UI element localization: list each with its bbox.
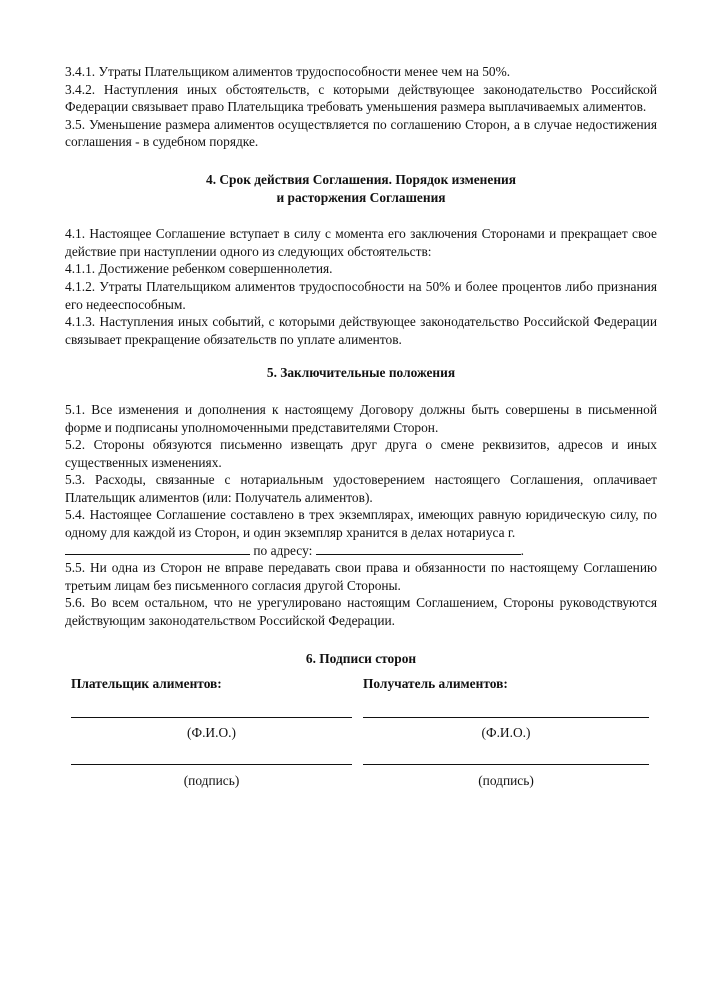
section-4-heading (65, 171, 657, 206)
document-page (65, 63, 657, 788)
recipient-signature-caption: (подпись) (478, 773, 534, 788)
paragraph-3-4-2: 3.4.2. Наступления иных обстоятельств, с которыми действующее законодательство Российской Федерации связывает право Плательщика требовать уменьшения размера выплачиваемых алиментов. (65, 81, 657, 115)
paragraph-5-1: 5.1. Все изменения и дополнения к настоящему Договору должны быть совершены в письменной форме и подписаны уполномоченными представителями Сторон. (65, 401, 657, 435)
section-4-title-line1: 4. Срок действия Соглашения. Порядок изменения (206, 171, 516, 187)
paragraph-5-4 (65, 506, 657, 559)
paragraph-4-1-3: 4.1.3. Наступления иных событий, с которыми действующее законодательство Российской Федерации связывает прекращение обязательств по уплате алиментов. (65, 314, 657, 347)
paragraph-5-3: 5.3. Расходы, связанные с нотариальным удостоверением настоящего Соглашения, оплачивает Плательщик алиментов (или: Получатель алиментов). (65, 472, 657, 505)
recipient-fio-caption: (Ф.И.О.) (481, 725, 531, 740)
payer-fio-caption: (Ф.И.О.) (187, 725, 236, 740)
recipient-signature-line[interactable] (363, 764, 649, 765)
paragraph-5-4-end: . (520, 542, 525, 558)
paragraph-5-5: 5.5. Ни одна из Сторон не вправе передавать свои права и обязанности по настоящему Соглашению третьим лицам без письменного согласия другой Стороны. (65, 560, 657, 593)
paragraph-3-4-1: 3.4.1. Утраты Плательщиком алиментов трудоспособности менее чем на 50%. (65, 64, 511, 79)
paragraph-5-6: 5.6. Во всем остальном, что не урегулировано настоящим Соглашением, Стороны руководствуются действующим законодательством Российской Федерации. (65, 595, 657, 629)
notary-address-blank[interactable] (316, 542, 521, 555)
recipient-label: Получатель алиментов: (363, 676, 508, 691)
paragraph-5-2: 5.2. Стороны обязуются письменно извещать друг друга о смене реквизитов, адресов и иных существенных изменениях. (65, 437, 657, 470)
payer-label: Плательщик алиментов: (71, 676, 222, 691)
paragraph-5-4-text: 5.4. Настоящее Соглашение составлено в трех экземплярах, имеющих равную юридическую силу, по одному для каждой из Сторон, и один экземпляр хранится в делах нотариуса г. (65, 507, 657, 541)
section-4-title-line2: и расторжения Соглашения (276, 189, 446, 205)
paragraph-3-5: 3.5. Уменьшение размера алиментов осуществляется по соглашению Сторон, а в случае недостижения соглашения - в судебном порядке. (65, 116, 657, 150)
section-6-heading: 6. Подписи сторон (305, 650, 417, 666)
payer-signature-caption: (подпись) (183, 773, 240, 788)
paragraph-4-1-1: 4.1.1. Достижение ребенком совершеннолетия. (65, 261, 333, 277)
payer-signature-line[interactable] (71, 764, 352, 765)
paragraph-4-1: 4.1. Настоящее Соглашение вступает в силу с момента его заключения Сторонами и прекращает свое действие при наступлении одного из следующих обстоятельств: (65, 226, 657, 259)
section-5-heading: 5. Заключительные положения (266, 365, 456, 381)
recipient-fio-line[interactable] (363, 717, 649, 718)
paragraph-4-1-2: 4.1.2. Утраты Плательщиком алиментов трудоспособности на 50% и более процентов либо признания его недееспособным. (65, 278, 657, 312)
notary-city-blank[interactable] (65, 542, 250, 555)
paragraph-5-4-address-label: по адресу: (253, 542, 313, 558)
payer-fio-line[interactable] (71, 717, 352, 718)
